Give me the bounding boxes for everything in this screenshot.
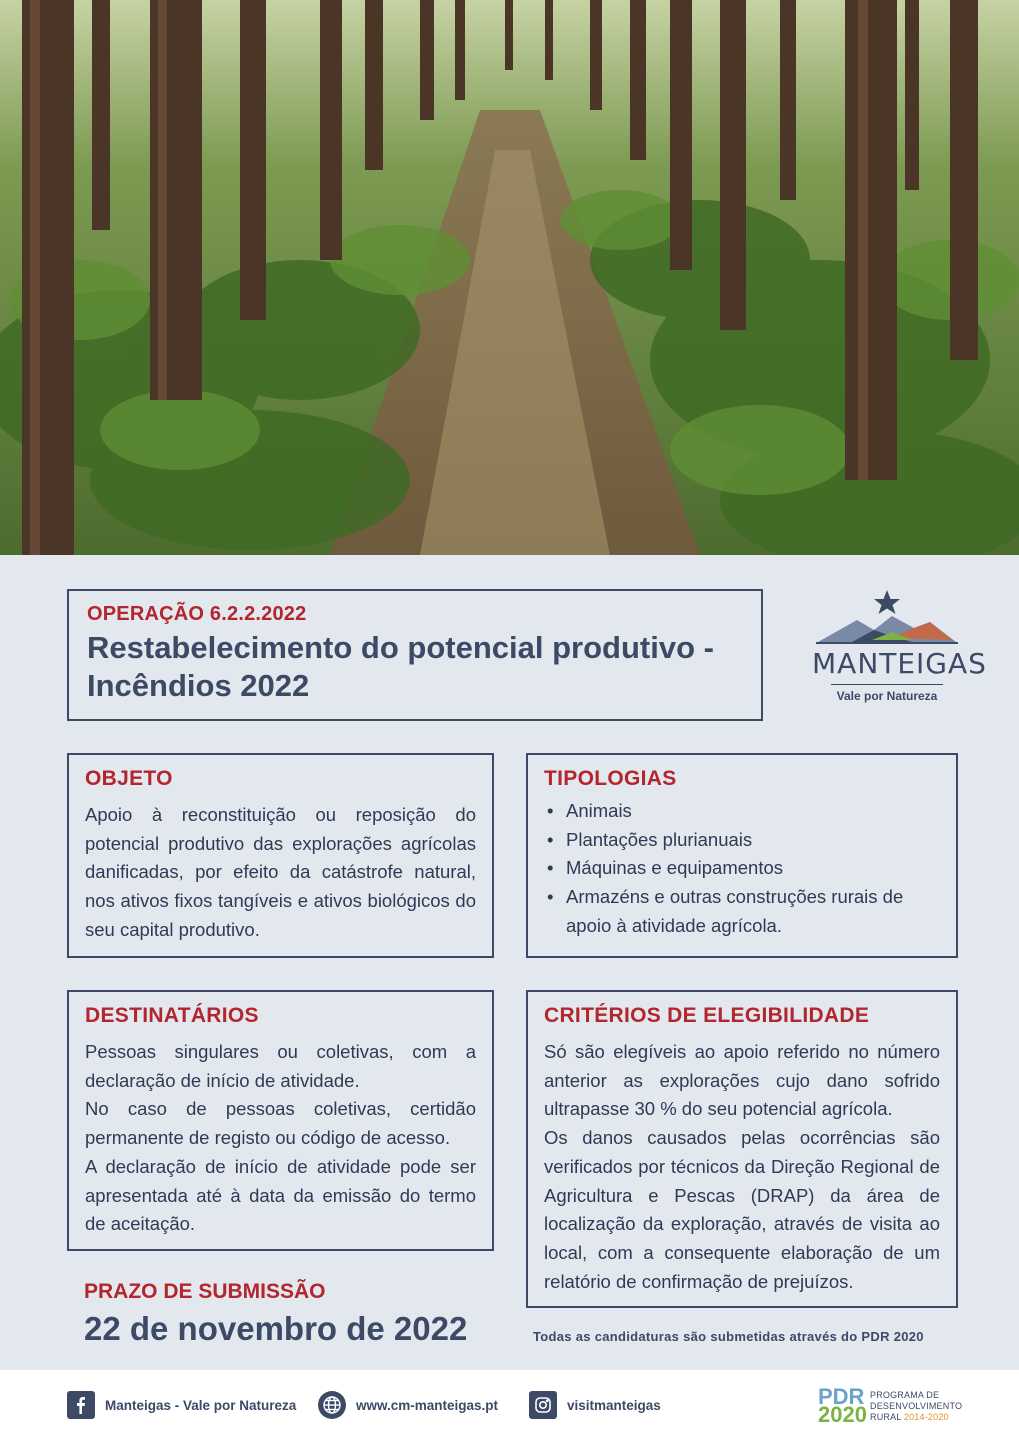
- destinatarios-paragraph: No caso de pessoas coletivas, certidão permanente de registo ou código de acesso.: [85, 1098, 476, 1149]
- logo-name: MANTEIGAS: [812, 647, 987, 680]
- header-photo: [0, 0, 1019, 555]
- deadline-label: PRAZO DE SUBMISSÃO: [84, 1280, 326, 1303]
- destinatarios-paragraph: A declaração de início de atividade pode ser apresentada até à data da emissão do termo de aceitação.: [85, 1155, 476, 1235]
- title-box: [67, 589, 763, 721]
- mountains-star-icon: [812, 586, 962, 646]
- criterios-title: CRITÉRIOS DE ELEGIBILIDADE: [544, 1004, 870, 1027]
- manteigas-logo: [812, 586, 987, 716]
- pdr-line-1: PROGRAMA DE: [870, 1389, 940, 1400]
- tipologias-title: TIPOLOGIAS: [544, 767, 677, 790]
- criterios-paragraph: Só são elegíveis ao apoio referido no número anterior as explorações cujo dano sofrido ultrapasse 30 % do seu potencial agrícola.: [544, 1041, 940, 1120]
- instagram-icon: [529, 1391, 557, 1419]
- destinatarios-title: DESTINATÁRIOS: [85, 1004, 259, 1027]
- destinatarios-section: [67, 990, 494, 1251]
- pdr-years: 2014-2020: [903, 1411, 949, 1422]
- footer: [0, 1370, 1019, 1440]
- page-title: Restabelecimento do potencial produtivo - Incêndios 2022: [87, 630, 714, 703]
- list-item: • Animais: [544, 797, 940, 826]
- objeto-title: OBJETO: [85, 767, 173, 790]
- website-link[interactable]: [318, 1390, 498, 1420]
- criterios-section: [526, 990, 958, 1308]
- list-item: • Máquinas e equipamentos: [544, 854, 940, 883]
- tipologias-list: [544, 797, 940, 941]
- logo-tagline: Vale por Natureza: [836, 689, 938, 703]
- pdr-logo-bottom: 2020: [818, 1402, 867, 1427]
- pdr-line-2: DESENVOLVIMENTO: [870, 1400, 963, 1411]
- forest-field-image: [0, 0, 1019, 555]
- pdr-logo-top: PDR: [818, 1384, 865, 1409]
- facebook-link[interactable]: [67, 1390, 296, 1420]
- operation-label: OPERAÇÃO 6.2.2.2022: [87, 603, 307, 625]
- destinatarios-paragraph: Pessoas singulares ou coletivas, com a declaração de início de atividade.: [85, 1041, 476, 1091]
- list-item: • Armazéns e outras construções rurais de apoio à atividade agrícola.: [544, 883, 940, 940]
- website-label: www.cm-manteigas.pt: [356, 1397, 499, 1413]
- instagram-link[interactable]: [529, 1390, 661, 1420]
- tipologias-section: [526, 753, 958, 958]
- facebook-icon: [67, 1391, 95, 1419]
- objeto-text: Apoio à reconstituição ou reposição do potencial produtivo das explorações agrícolas danificadas, por efeito da catástrofe natural, nos ativos fixos tangíveis e ativos biológicos do seu capital produtivo.: [85, 804, 476, 940]
- criterios-paragraph: Os danos causados pelas ocorrências são verificados por técnicos da Direção Regional de Agricultura e Pescas (DRAP) da área de localização da exploração, através de visita ao local, com a consequente elaboração de um relatório de confirmação de prejuízos.: [544, 1127, 940, 1292]
- deadline-date: 22 de novembro de 2022: [84, 1310, 468, 1347]
- pdr-line-3: RURAL: [870, 1411, 902, 1422]
- pdr-logo-mark: [818, 1384, 867, 1427]
- facebook-label: Manteigas - Vale por Natureza: [105, 1397, 297, 1413]
- pdr-program-text: [870, 1390, 962, 1423]
- objeto-section: [67, 753, 494, 958]
- list-item: • Plantações plurianuais: [544, 826, 940, 855]
- instagram-label: visitmanteigas: [567, 1397, 661, 1413]
- logo-divider: [831, 684, 943, 685]
- globe-icon: [318, 1391, 346, 1419]
- submission-note: Todas as candidaturas são submetidas através do PDR 2020: [533, 1329, 924, 1344]
- pdr-2020-logo: [818, 1384, 962, 1428]
